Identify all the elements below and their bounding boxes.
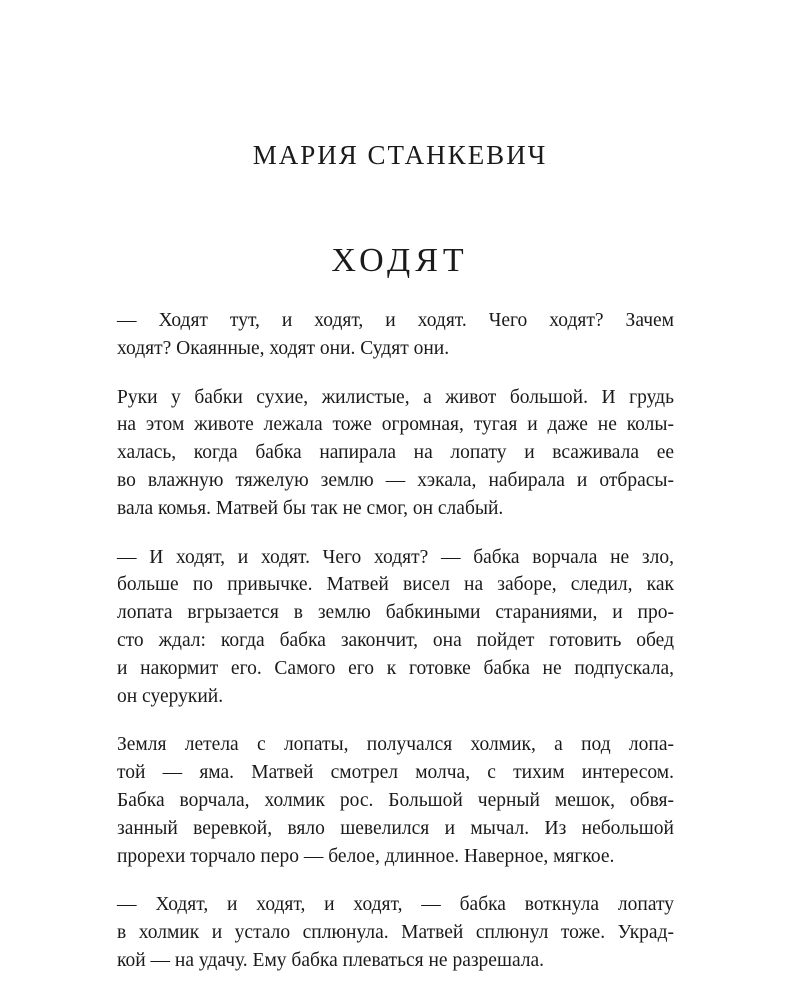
text-line: ходят? Окаянные, ходят они. Судят они. <box>117 337 450 359</box>
text-line: во влажную тяжелую землю — хэкала, набирала и отбрасы- <box>117 469 674 491</box>
text-line: Земля летела с лопаты, получался холмик, а под лопа- <box>117 734 674 756</box>
author-name: МАРИЯ СТАНКЕВИЧ <box>252 140 548 170</box>
paragraph <box>117 731 674 870</box>
text-line: той — яма. Матвей смотрел молча, с тихим интересом. <box>117 762 674 784</box>
paragraph <box>117 891 674 974</box>
story-body <box>117 307 674 996</box>
paragraph <box>117 544 674 711</box>
text-line: Руки у бабки сухие, жилистые, а живот большой. И грудь <box>117 386 674 408</box>
paragraph <box>117 307 674 363</box>
text-line: и накормит его. Самого его к готовке бабка не подпускала, <box>117 657 674 679</box>
text-line: — Ходят тут, и ходят, и ходят. Чего ходят? Зачем <box>117 310 674 331</box>
text-line: халась, когда бабка напирала на лопату и всаживала ее <box>117 442 674 464</box>
text-line: на этом животе лежала тоже огромная, тугая и даже не колы- <box>117 414 674 436</box>
text-line: больше по привычке. Матвей висел на заборе, следил, как <box>117 574 674 596</box>
text-line: прорехи торчало перо — белое, длинное. Наверное, мягкое. <box>117 845 615 867</box>
text-line: он суерукий. <box>117 685 224 707</box>
text-line: Бабка ворчала, холмик рос. Большой черный мешок, обвя- <box>117 789 674 811</box>
text-line: — Ходят, и ходят, и ходят, — бабка воткнула лопату <box>117 894 674 916</box>
text-line: кой — на удачу. Ему бабка плеваться не разрешала. <box>117 949 545 971</box>
text-line: занный веревкой, вяло шевелился и мычал. Из небольшой <box>117 817 674 839</box>
text-line: в холмик и устало сплюнула. Матвей сплюнул тоже. Украд- <box>117 922 674 944</box>
text-line: вала комья. Матвей бы так не смог, он слабый. <box>117 497 504 519</box>
text-line: сто ждал: когда бабка закончит, она пойдет готовить обед <box>117 629 674 651</box>
paragraph <box>117 384 674 523</box>
text-line: лопата вгрызается в землю бабкиными стараниями, и про- <box>117 602 674 624</box>
story-title: ХОДЯТ <box>331 242 469 279</box>
text-line: — И ходят, и ходят. Чего ходят? — бабка ворчала не зло, <box>117 546 674 568</box>
